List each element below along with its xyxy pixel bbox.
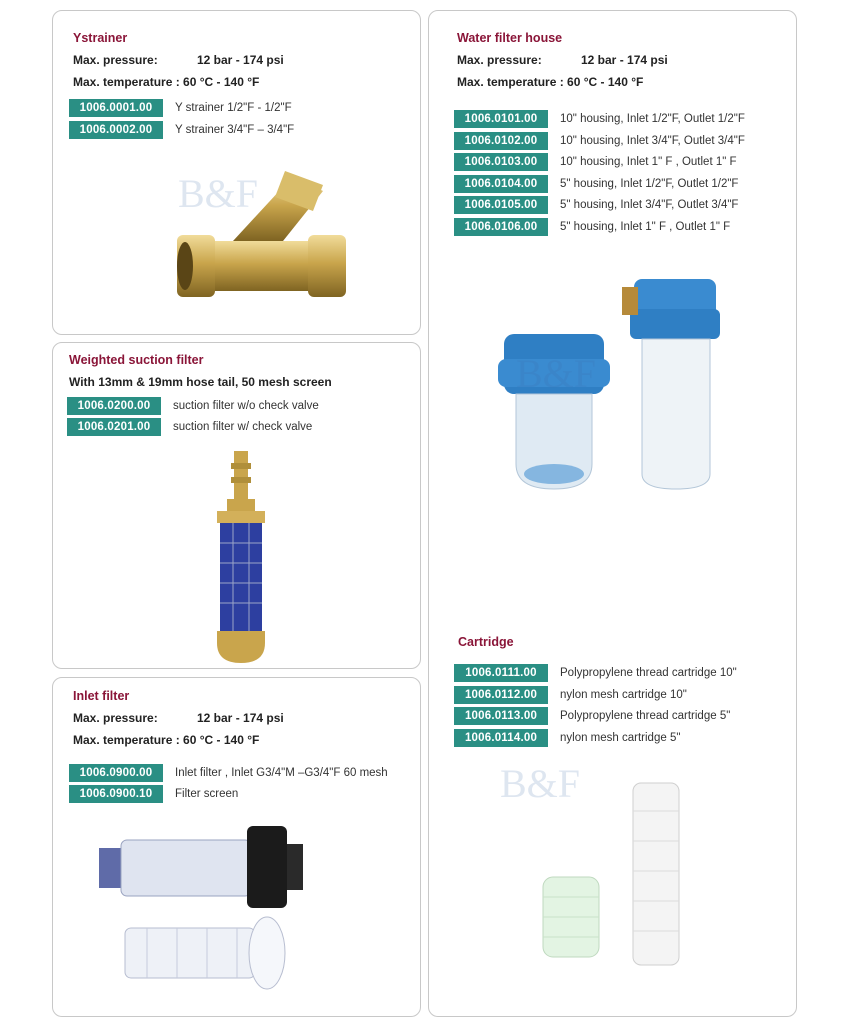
housing-title: Water filter house (457, 31, 563, 45)
product-row (454, 174, 738, 193)
product-row (69, 98, 292, 117)
suction-filter-image (211, 451, 271, 663)
product-code: 1006.0106.00 (454, 218, 548, 236)
product-description: Filter screen (175, 787, 239, 800)
product-description: Polypropylene thread cartridge 10" (560, 666, 737, 679)
suction-subtitle: With 13mm & 19mm hose tail, 50 mesh screen (69, 375, 332, 389)
product-row (454, 685, 687, 704)
product-description: 10" housing, Inlet 1" F , Outlet 1" F (560, 155, 737, 168)
pressure-value: 12 bar - 174 psi (197, 711, 284, 725)
product-row (67, 396, 319, 415)
inlet-filter-panel (52, 677, 421, 1017)
product-description: nylon mesh cartridge 5" (560, 731, 681, 744)
product-description: suction filter w/o check valve (173, 399, 319, 412)
inlet-temperature: Max. temperature : 60 °C - 140 °F (73, 733, 260, 747)
inlet-pressure (73, 711, 284, 725)
product-description: Y strainer 1/2"F - 1/2"F (175, 101, 292, 114)
product-row (454, 109, 745, 128)
product-description: 5" housing, Inlet 1" F , Outlet 1" F (560, 220, 731, 233)
inlet-filter-image (97, 818, 317, 1008)
product-row (454, 663, 737, 682)
product-row (454, 706, 730, 725)
product-code: 1006.0101.00 (454, 110, 548, 128)
ystrainer-panel (52, 10, 421, 335)
product-description: 10" housing, Inlet 1/2"F, Outlet 1/2"F (560, 112, 745, 125)
product-row (69, 763, 388, 782)
product-row (69, 784, 238, 803)
cartridge-title: Cartridge (458, 635, 514, 649)
product-row (454, 152, 737, 171)
suction-filter-panel (52, 342, 421, 669)
ystrainer-pressure (73, 53, 284, 67)
product-row (454, 728, 680, 747)
suction-title: Weighted suction filter (69, 353, 204, 367)
product-code: 1006.0112.00 (454, 686, 548, 704)
product-code: 1006.0001.00 (69, 99, 163, 117)
product-code: 1006.0105.00 (454, 196, 548, 214)
product-row (454, 131, 745, 150)
filter-housing-image (494, 279, 724, 499)
product-code: 1006.0200.00 (67, 397, 161, 415)
product-code: 1006.0104.00 (454, 175, 548, 193)
product-row (69, 120, 294, 139)
product-row (454, 195, 738, 214)
product-description: nylon mesh cartridge 10" (560, 688, 687, 701)
product-description: suction filter w/ check valve (173, 420, 313, 433)
product-row (454, 217, 730, 236)
product-row (67, 417, 312, 436)
ystrainer-temperature: Max. temperature : 60 °C - 140 °F (73, 75, 260, 89)
product-description: Inlet filter , Inlet G3/4"M –G3/4"F 60 mesh (175, 766, 388, 779)
product-description: 5" housing, Inlet 3/4"F, Outlet 3/4"F (560, 198, 739, 211)
inlet-title: Inlet filter (73, 689, 130, 703)
product-code: 1006.0103.00 (454, 153, 548, 171)
product-code: 1006.0114.00 (454, 729, 548, 747)
housing-temperature: Max. temperature : 60 °C - 140 °F (457, 75, 644, 89)
pressure-label: Max. pressure: (457, 53, 542, 67)
filter-housing-panel (428, 10, 797, 1017)
pressure-label: Max. pressure: (73, 53, 158, 67)
cartridge-image (539, 781, 709, 971)
product-code: 1006.0201.00 (67, 418, 161, 436)
product-description: 10" housing, Inlet 3/4"F, Outlet 3/4"F (560, 134, 745, 147)
product-code: 1006.0002.00 (69, 121, 163, 139)
product-code: 1006.0113.00 (454, 707, 548, 725)
product-code: 1006.0900.10 (69, 785, 163, 803)
y-strainer-image (173, 171, 353, 321)
product-code: 1006.0111.00 (454, 664, 548, 682)
product-description: Y strainer 3/4"F – 3/4"F (175, 123, 295, 136)
pressure-value: 12 bar - 174 psi (581, 53, 668, 67)
product-code: 1006.0900.00 (69, 764, 163, 782)
ystrainer-title: Ystrainer (73, 31, 128, 45)
product-description: 5" housing, Inlet 1/2"F, Outlet 1/2"F (560, 177, 739, 190)
housing-pressure (457, 53, 668, 67)
product-code: 1006.0102.00 (454, 132, 548, 150)
pressure-value: 12 bar - 174 psi (197, 53, 284, 67)
pressure-label: Max. pressure: (73, 711, 158, 725)
product-description: Polypropylene thread cartridge 5" (560, 709, 731, 722)
